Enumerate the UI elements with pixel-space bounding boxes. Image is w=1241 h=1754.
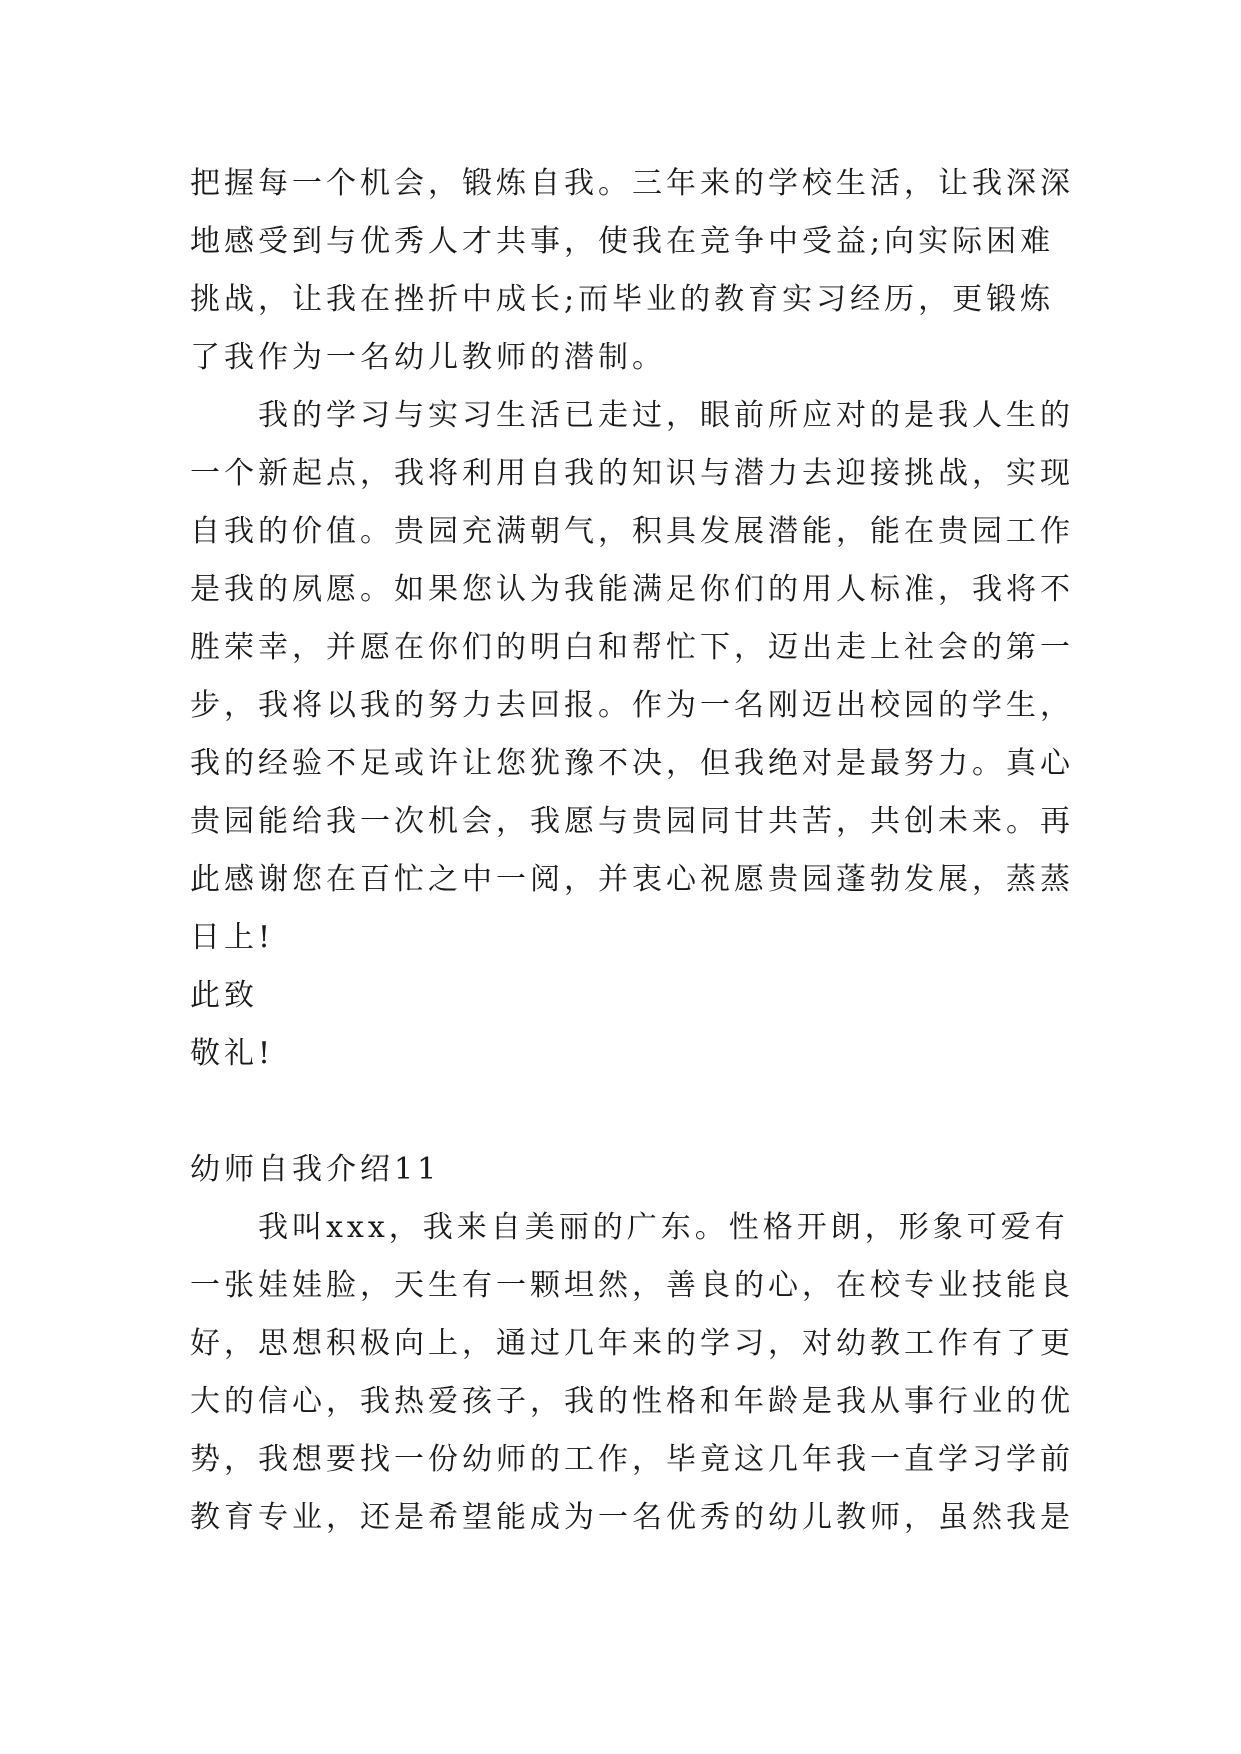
text-line: 大的信心，我热爱孩子，我的性格和年龄是我从事行业的优 [190, 1384, 1074, 1419]
paragraph-closing [190, 387, 1074, 967]
text-line: 把握每一个机会，锻炼自我。三年来的学校生活，让我深深 [190, 166, 1074, 201]
salutation-line: 敬礼! [190, 1036, 275, 1071]
text-line: 好，思想积极向上，通过几年来的学习，对幼教工作有了更 [190, 1326, 1074, 1361]
text-line: 贵园能给我一次机会，我愿与贵园同甘共苦，共创未来。再 [190, 804, 1074, 839]
text-line: 日上! [190, 920, 275, 955]
text-line: 是我的夙愿。如果您认为我能满足你们的用人标准，我将不 [190, 572, 1074, 607]
text-line: 地感受到与优秀人才共事，使我在竞争中受益;向实际困难 [190, 224, 1055, 259]
text-line: 一张娃娃脸，天生有一颗坦然，善良的心，在校专业技能良 [190, 1268, 1074, 1303]
text-line: 步，我将以我的努力去回报。作为一名刚迈出校园的学生， [190, 688, 1074, 723]
blank-line [190, 1083, 1070, 1141]
paragraph-intro [190, 1199, 1074, 1547]
text-line: 了我作为一名幼儿教师的潜制。 [190, 340, 666, 375]
text-line: 我的学习与实习生活已走过，眼前所应对的是我人生的 [258, 398, 1074, 433]
text-line: 势，我想要找一份幼师的工作，毕竟这几年我一直学习学前 [190, 1442, 1074, 1477]
paragraph-continued [190, 155, 1074, 387]
text-line: 挑战，让我在挫折中成长;而毕业的教育实习经历，更锻炼 [190, 282, 1055, 317]
text-line: 自我的价值。贵园充满朝气，积具发展潜能，能在贵园工作 [190, 514, 1074, 549]
text-line: 胜荣幸，并愿在你们的明白和帮忙下，迈出走上社会的第一 [190, 630, 1074, 665]
text-line: 一个新起点，我将利用自我的知识与潜力去迎接挑战，实现 [190, 456, 1074, 491]
salutation-line: 此致 [190, 978, 258, 1013]
text-line: 我的经验不足或许让您犹豫不决，但我绝对是最努力。真心 [190, 746, 1074, 781]
text-line: 此感谢您在百忙之中一阅，并衷心祝愿贵园蓬勃发展，蒸蒸 [190, 862, 1074, 897]
section-title: 幼师自我介绍11 [190, 1152, 441, 1187]
text-line: 我叫xxx，我来自美丽的广东。性格开朗，形象可爱有 [258, 1210, 1069, 1245]
document-page [190, 155, 1074, 1547]
text-line: 教育专业，还是希望能成为一名优秀的幼儿教师，虽然我是 [190, 1500, 1074, 1535]
